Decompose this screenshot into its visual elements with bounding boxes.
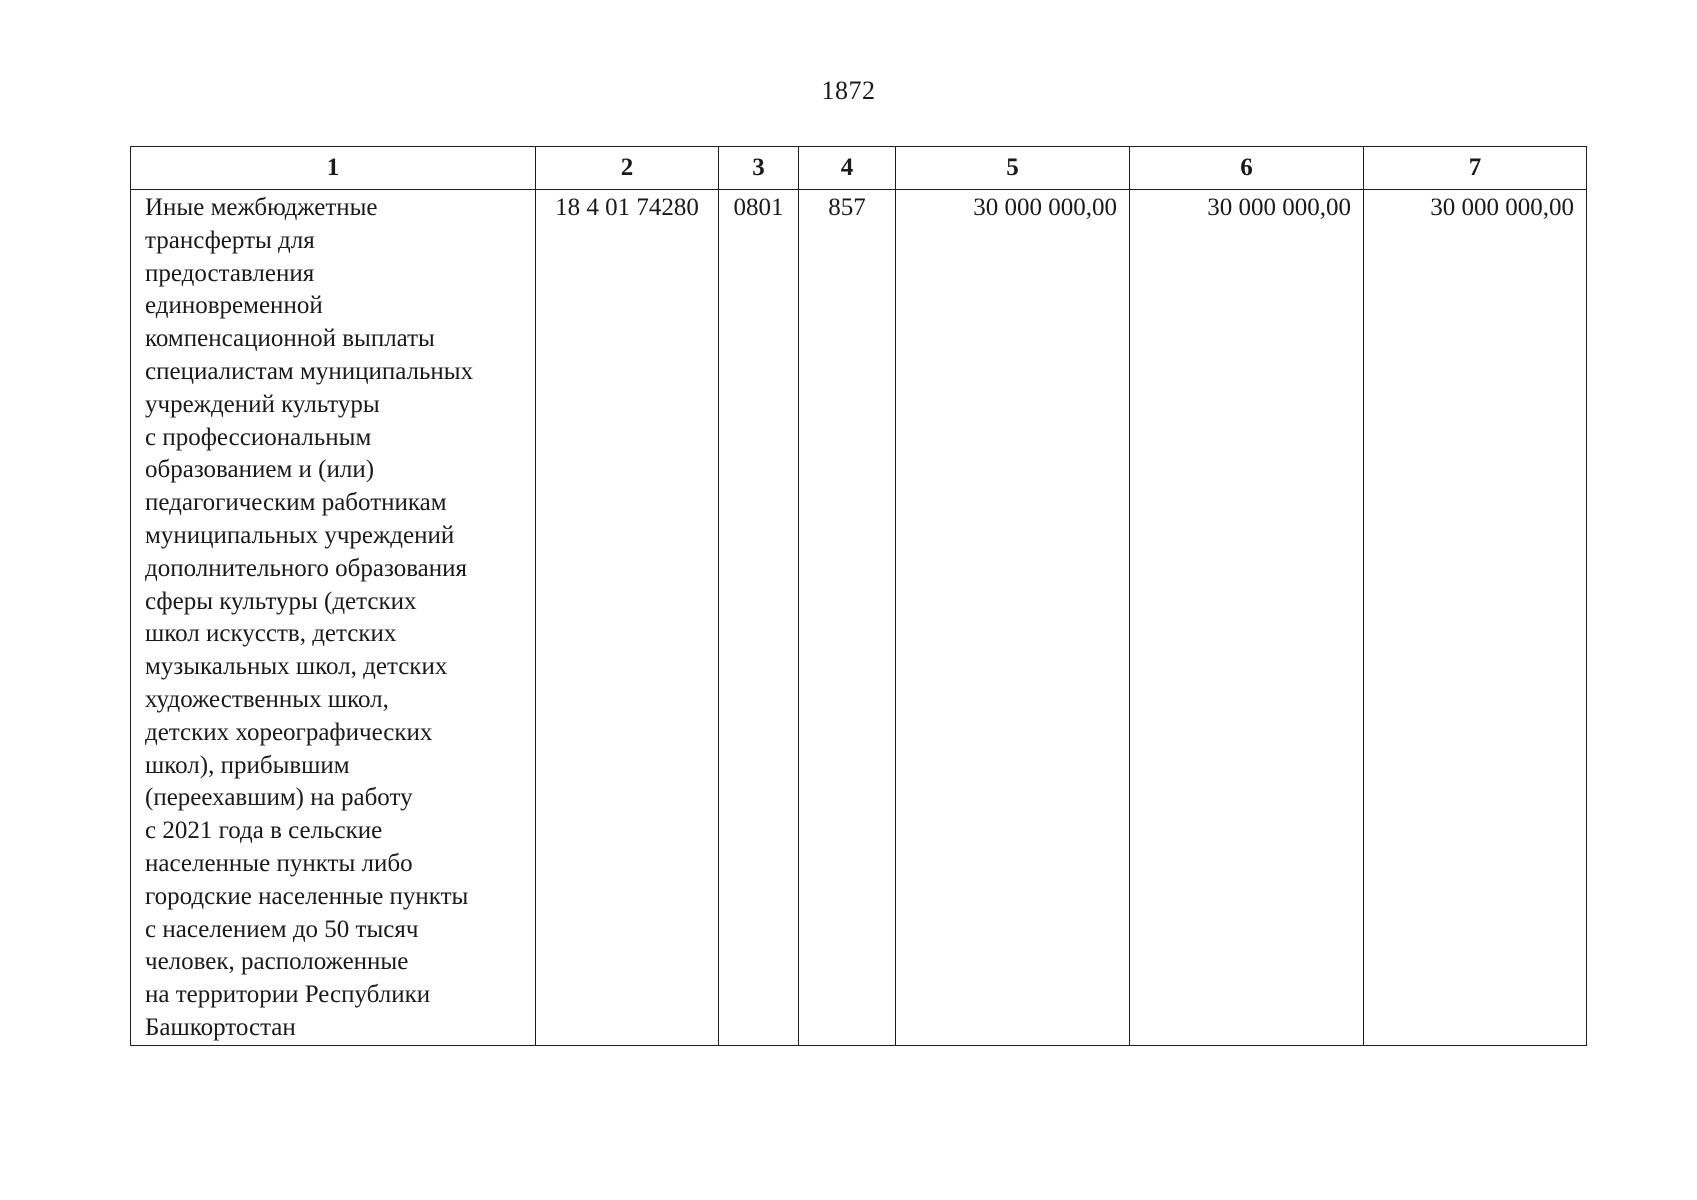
- expense-name-line: Иные межбюджетные: [145, 194, 378, 221]
- column-header-5: 5: [896, 147, 1130, 190]
- expense-name-line: населенные пункты либо: [145, 849, 413, 877]
- column-header-7: 7: [1364, 147, 1587, 190]
- expense-name-line: компенсационной выплаты: [145, 325, 435, 353]
- expense-name-line: специалистам муниципальных: [145, 357, 474, 385]
- expense-name-line: сферы культуры (детских: [145, 587, 417, 615]
- amount-cell-5: 30 000 000,00: [896, 190, 1130, 1046]
- expense-name-line: детских хореографических: [145, 718, 433, 746]
- column-header-4: 4: [799, 147, 896, 190]
- amount-cell-6: 30 000 000,00: [1130, 190, 1364, 1046]
- expense-name-line: с населением до 50 тысяч: [145, 915, 419, 943]
- expense-name-line: художественных школ,: [145, 685, 389, 713]
- expense-name-line: школ искусств, детских: [145, 620, 397, 648]
- expense-name-line: школ), прибывшим: [145, 751, 350, 779]
- page-number: 1872: [821, 76, 876, 105]
- expense-name-line: педагогическим работникам: [145, 489, 447, 517]
- column-header-2: 2: [536, 147, 719, 190]
- expense-name-line: с профессиональным: [145, 423, 372, 451]
- expense-name-line: дополнительного образования: [145, 554, 468, 582]
- expense-name-line: человек, расположенные: [145, 948, 409, 976]
- expense-name-line: муниципальных учреждений: [145, 521, 455, 549]
- expense-name-line: музыкальных школ, детских: [145, 653, 448, 681]
- expense-name-line: трансферты для: [145, 226, 315, 254]
- expense-name-line: городские населенные пункты: [145, 882, 469, 910]
- section-cell: 0801: [719, 190, 799, 1046]
- table-row: [131, 190, 1587, 1046]
- expense-name-line: (переехавшим) на работу: [145, 784, 413, 812]
- expense-name-line: учреждений культуры: [145, 390, 380, 418]
- expense-name-cell: [131, 190, 536, 1046]
- column-header-3: 3: [719, 147, 799, 190]
- expense-name-line: с 2021 года в сельские: [145, 817, 383, 845]
- target-article-cell: 18 4 01 74280: [536, 190, 719, 1046]
- expense-name-line: на территории Республики: [145, 981, 431, 1009]
- column-header-1: 1: [131, 147, 536, 190]
- expense-name-line: Башкортостан: [145, 1013, 296, 1041]
- amount-cell-7: 30 000 000,00: [1364, 190, 1587, 1046]
- column-header-6: 6: [1130, 147, 1364, 190]
- budget-table: [130, 146, 1587, 1046]
- expense-name-line: предоставления: [145, 259, 315, 287]
- header-row: [131, 147, 1587, 190]
- expense-name-line: образованием и (или): [145, 456, 375, 484]
- expense-type-cell: 857: [799, 190, 896, 1046]
- expense-name-line: единовременной: [145, 292, 323, 320]
